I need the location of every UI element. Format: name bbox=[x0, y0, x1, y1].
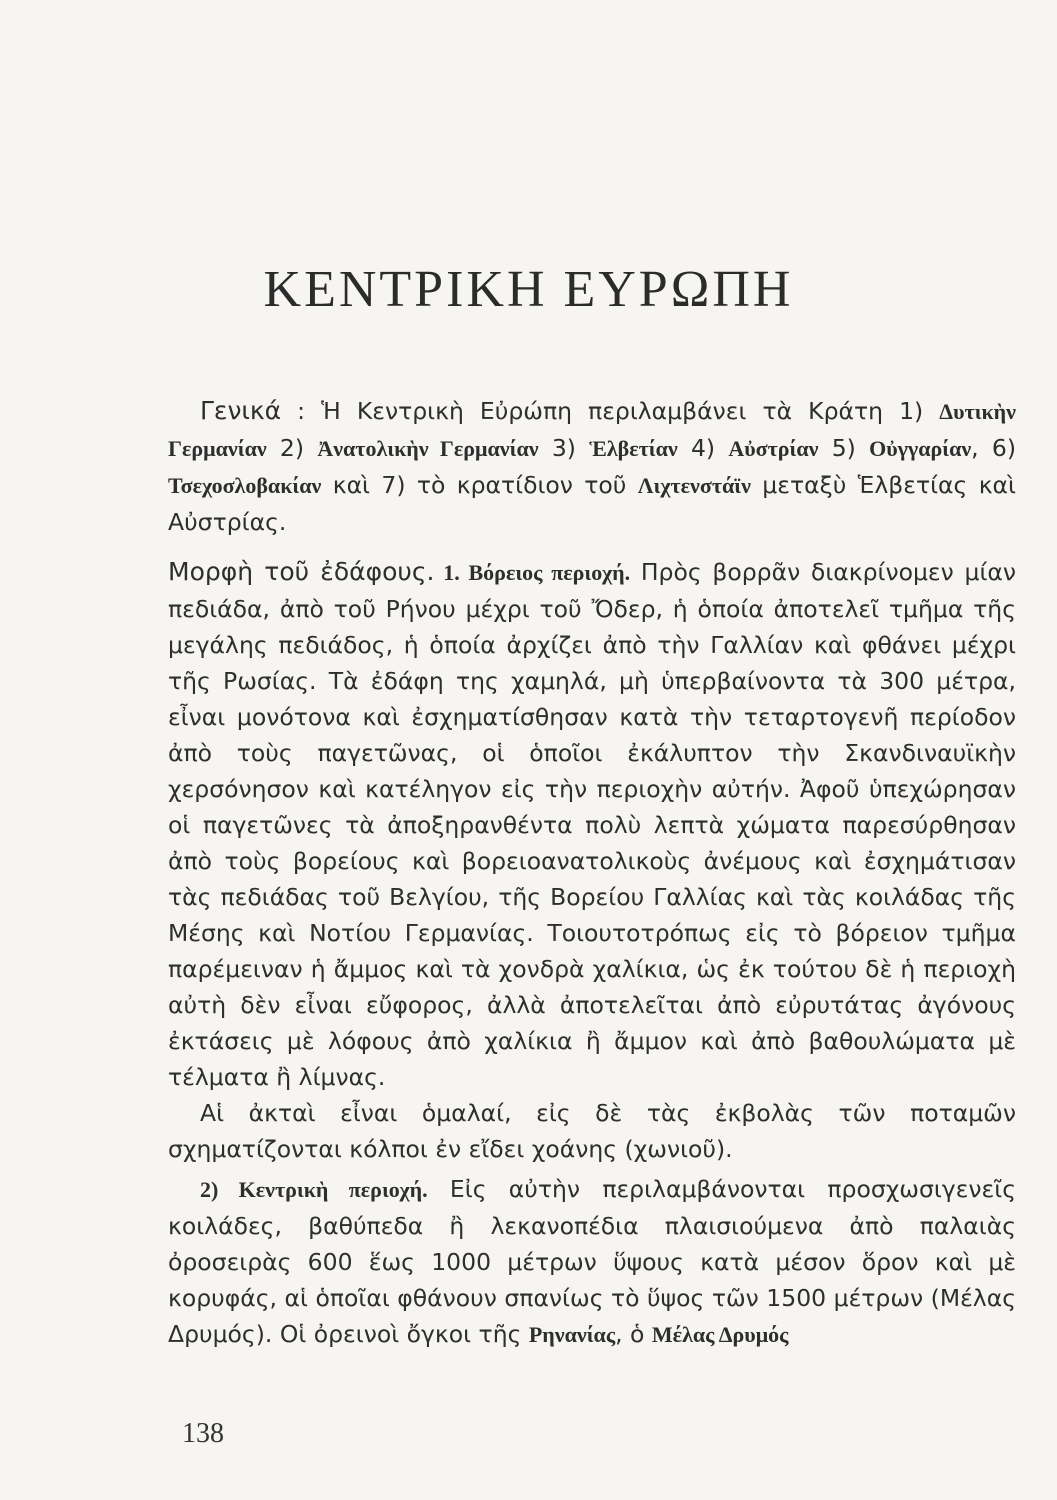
page-number: 138 bbox=[182, 1418, 224, 1449]
region-rhineland: Ρηνανίας bbox=[528, 1322, 616, 1347]
chapter-body bbox=[168, 393, 1016, 1353]
section2-paragraph: 2) Κεντρικὴ περιοχή. Εἰς αὐτὴν περιλαμβάνονται προσχωσιγενεῖς κοιλάδες, βαθύπεδα ἢ λεκανοπέδια πλαισιούμενα ἀπὸ παλαιὰς ὀροσειρὰς 600 ἕως 1000 μέτρων ὕψους κατὰ μέσον ὅρον καὶ μὲ κορυφάς, αἱ ὁποῖαι φθάνουν σπανίως τὸ ὕψος τῶν 1500 μέτρων (Μέλας Δρυμός). Οἱ ὀρεινοὶ ὄγκοι τῆς Ρηνανίας, ὁ Μέλας Δρυμός bbox=[168, 1175, 1016, 1348]
country-east-germany: Ἀνατολικὴν Γερμανίαν bbox=[317, 436, 539, 461]
section1-paragraph: Μορφὴ τοῦ ἐδάφους. 1. Βόρειος περιοχή. Πρὸς βορρᾶν διακρίνομεν μίαν πεδιάδα, ἀπὸ τοῦ Ρήνου μέχρι τοῦ Ὄδερ, ἡ ὁποία ἀποτελεῖ τμῆμα τῆς μεγάλης πεδιάδος, ἡ ὁποία ἀρχίζει ἀπὸ τὴν Γαλλίαν καὶ φθάνει μέχρι τῆς Ρωσίας. Τὰ ἐδάφη της χαμηλά, μὴ ὑπερβαίνοντα τὰ 300 μέτρα, εἶναι μονότονα καὶ ἐσχηματίσθησαν κατὰ τὴν τεταρτογενῆ περίοδον ἀπὸ τοὺς παγετῶνας, οἱ ὁποῖοι ἐκάλυπτον τὴν Σκανδιναυϊκὴν χερσόνησον καὶ κατέληγον εἰς τὴν περιοχὴν αὐτήν. Ἀφοῦ ὑπεχώρησαν οἱ παγετῶνες τὰ ἀποξηρανθέντα πολὺ λεπτὰ χώματα παρεσύρθησαν ἀπὸ τοὺς βορείους καὶ βορειοανατολικοὺς ἀνέμους καὶ ἐσχημάτισαν τὰς πεδιάδας τοῦ Βελγίου, τῆς Βορείου Γαλλίας καὶ τὰς κοιλάδας τῆς Μέσης καὶ Νοτίου Γερμανίας. Τοιουτοτρόπως εἰς τὸ βόρειον τμῆμα παρέμειναν ἡ ἄμμος καὶ τὰ χονδρὰ χαλίκια, ὡς ἐκ τούτου δὲ ἡ περιοχὴ αὐτὴ δὲν εἶναι εὔφορος, ἀλλὰ ἀποτελεῖται ἀπὸ εὐρυτάτας ἀγόνους ἐκτάσεις μὲ λόφους ἀπὸ χαλίκια ἢ ἄμμον καὶ ἀπὸ βαθουλώματα μὲ τέλματα ἢ λίμνας. bbox=[168, 557, 1017, 1091]
chapter-title: ΚΕΝΤΡΙΚΗ ΕΥΡΩΠΗ bbox=[263, 261, 794, 318]
coast-paragraph: Αἱ ἀκταὶ εἶναι ὁμαλαί, εἰς δὲ τὰς ἐκβολὰς τῶν ποταμῶν σχηματίζονται κόλποι ἐν εἴδει χοάνης (χωνιοῦ). bbox=[168, 1099, 1016, 1163]
country-austria: Αὐστρίαν bbox=[728, 436, 819, 461]
country-czechoslovakia: Τσεχοσλοβακίαν bbox=[168, 473, 322, 498]
country-liechtenstein: Λιχτενστάϊν bbox=[637, 473, 751, 498]
country-hungary: Οὐγγαρίαν bbox=[869, 436, 972, 461]
country-switzerland: Ἑλβετίαν bbox=[589, 436, 678, 461]
section1-heading: Βόρειος περιοχή. bbox=[468, 560, 631, 585]
section1-lead: Μορφὴ τοῦ ἐδάφους. bbox=[168, 557, 435, 586]
intro-lead: Γενικά bbox=[200, 396, 282, 425]
intro-paragraph: Γενικά : Ἡ Κεντρικὴ Εὐρώπη περιλαμβάνει τὰ Κράτη 1) Δυτικὴν Γερμανίαν 2) Ἀνατολικὴν Γερμανίαν 3) Ἑλβετίαν 4) Αὐστρίαν 5) Οὐγγαρίαν, 6) Τσεχοσλοβακίαν καὶ 7) τὸ κρατίδιον τοῦ Λιχτενστάϊν μεταξὺ Ἑλβετίας καὶ Αὐστρίας. bbox=[168, 396, 1017, 536]
section2-heading: 2) Κεντρικὴ περιοχή. bbox=[200, 1177, 428, 1202]
region-black-forest: Μέλας Δρυμός bbox=[651, 1322, 789, 1347]
country-west-germany: Δυτικὴν Γερμανίαν bbox=[168, 399, 1016, 461]
